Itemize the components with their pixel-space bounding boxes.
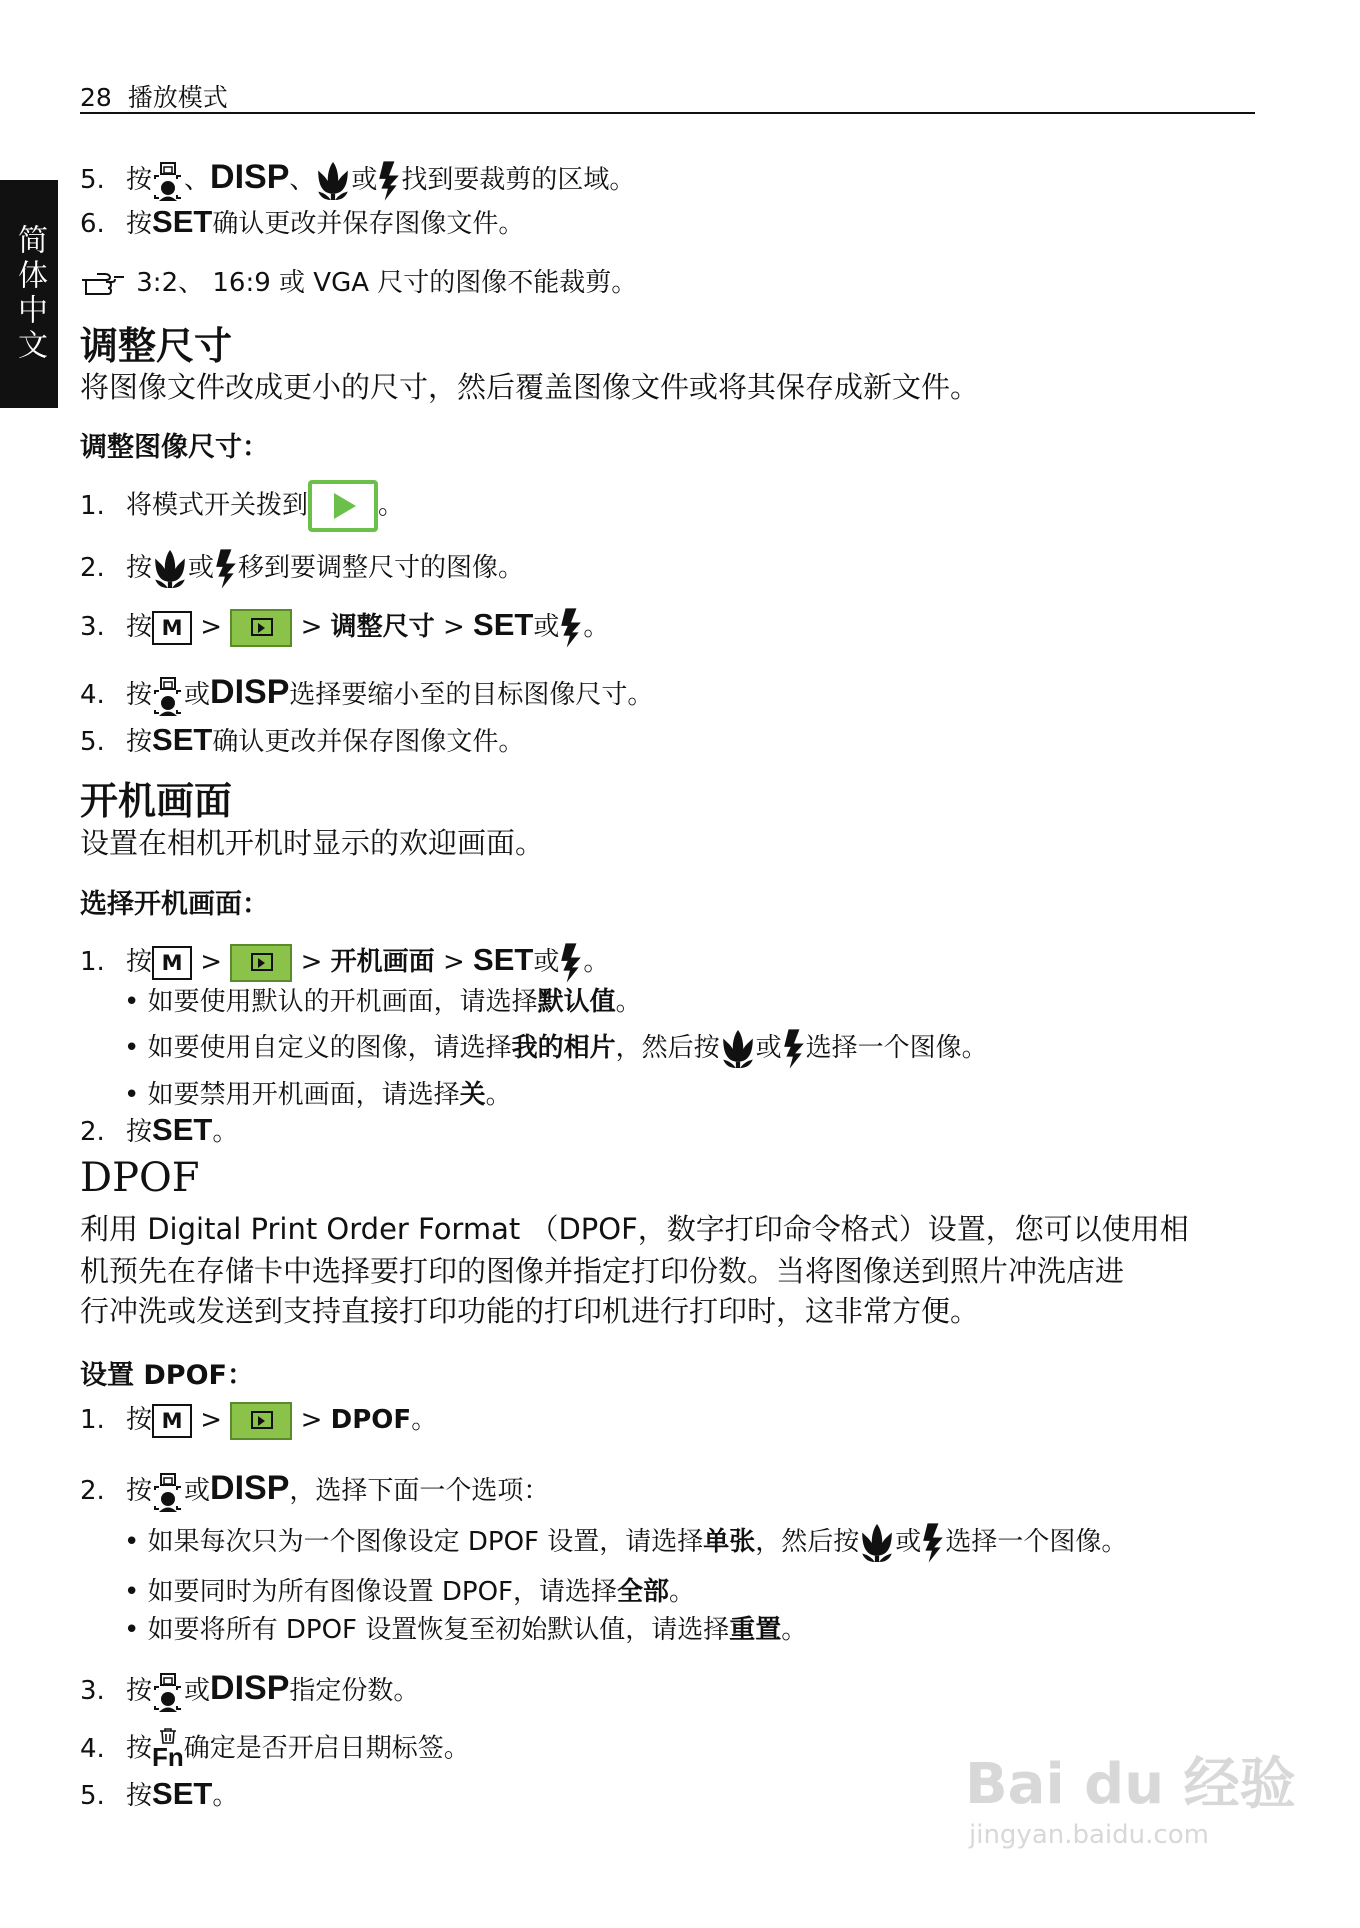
disp-key: DISP (210, 158, 290, 196)
menu-m-icon: M (152, 946, 192, 980)
flash-icon (559, 608, 583, 648)
step-5-crop: 5. 按 、DISP、 或 找到要裁剪的区域。 (80, 157, 635, 201)
note (80, 263, 637, 303)
face-detect-icon (152, 1672, 184, 1712)
macro-tulip-icon (720, 1030, 756, 1068)
watermark-url: jingyan.baidu.com (969, 1820, 1209, 1850)
dpof-step-2: 2. 按 或DISP，选择下面一个选项： (80, 1468, 549, 1512)
disp-key: DISP (210, 673, 290, 711)
dpof-step-1: 1. 按 M > > DPOF。 (80, 1400, 437, 1440)
playback-icon (230, 944, 292, 982)
resize-step-2: 2. 按 或 移到要调整尺寸的图像。 (80, 548, 524, 589)
menu-m-icon: M (152, 1404, 192, 1438)
fn-key: Fn (152, 1742, 184, 1772)
resize-step-1: 1. 将模式开关拨到 。 (80, 480, 404, 532)
watermark-main: Bai du 经验 (965, 1752, 1296, 1817)
playback-icon (230, 609, 292, 647)
resize-subtitle: 调整图像尺寸： (80, 432, 269, 463)
section-title-dpof: DPOF (80, 1155, 200, 1201)
playback-mode-icon (308, 480, 378, 532)
startup-bullet-off: • 如要禁用开机画面，请选择关。 (124, 1080, 512, 1110)
startup-bullet-custom: • 如要使用自定义的图像，请选择我的相片，然后按 或 选择一个图像。 (124, 1028, 988, 1069)
menu-item-resize: 调整尺寸 (330, 612, 435, 642)
flash-icon (921, 1523, 945, 1563)
page-number: 28 (80, 83, 112, 112)
startup-step-2: 2. 按SET。 (80, 1112, 239, 1147)
set-key: SET (152, 1112, 213, 1147)
set-key: SET (473, 942, 534, 977)
side-tab-label: 简体中文 (12, 224, 47, 364)
menu-item-dpof: DPOF (330, 1405, 412, 1435)
dpof-bullet-single: • 如果每次只为一个图像设定 DPOF 设置，请选择单张，然后按 或 选择一个图像。 (124, 1522, 1127, 1563)
dpof-step-4: 4. 按 Fn确定是否开启日期标签。 (80, 1728, 470, 1770)
disp-key: DISP (210, 1469, 290, 1507)
macro-tulip-icon (315, 162, 351, 200)
face-detect-icon (152, 676, 184, 716)
set-key: SET (152, 1776, 213, 1811)
startup-subtitle: 选择开机画面： (80, 889, 269, 920)
startup-bullet-default: • 如要使用默认的开机画面，请选择默认值。 (124, 987, 642, 1017)
resize-step-5: 5. 按SET确认更改并保存图像文件。 (80, 722, 525, 757)
flash-icon (559, 943, 583, 983)
flash-icon (377, 161, 401, 201)
page-header (80, 78, 228, 114)
section-title-startup: 开机画面 (80, 779, 233, 823)
pointing-hand-icon (80, 270, 128, 298)
step-6-confirm: 6. 按SET确认更改并保存图像文件。 (80, 204, 525, 239)
dpof-para-line-3: 行冲洗或发送到支持直接打印功能的打印机进行打印时，这非常方便。 (80, 1294, 980, 1328)
dpof-step-3: 3. 按 或DISP指定份数。 (80, 1668, 419, 1712)
trash-fn-icon (152, 1728, 184, 1770)
dpof-para-line-2: 机预先在存储卡中选择要打印的图像并指定打印份数。当将图像送到照片冲洗店进 (80, 1254, 1125, 1288)
flash-icon (214, 549, 238, 589)
set-key: SET (152, 722, 213, 757)
dpof-subtitle: 设置 DPOF： (80, 1360, 254, 1391)
macro-tulip-icon (859, 1524, 895, 1562)
flash-icon (782, 1029, 806, 1069)
resize-step-3: 3. 按 M > > 调整尺寸 > SET或 。 (80, 605, 609, 648)
dpof-bullet-reset: • 如要将所有 DPOF 设置恢复至初始默认值，请选择重置。 (124, 1615, 808, 1645)
resize-description: 将图像文件改成更小的尺寸，然后覆盖图像文件或将其保存成新文件。 (80, 370, 980, 404)
dpof-para-line-1: 利用 Digital Print Order Format （DPOF，数字打印命令格式）设置，您可以使用相 (80, 1212, 1189, 1246)
disp-key: DISP (210, 1669, 290, 1707)
macro-tulip-icon (152, 550, 188, 588)
startup-description: 设置在相机开机时显示的欢迎画面。 (80, 826, 545, 860)
language-side-tab (0, 180, 58, 408)
startup-step-1: 1. 按 M > > 开机画面 > SET或 。 (80, 940, 609, 983)
baidu-watermark (965, 1740, 1296, 1850)
dpof-step-5: 5. 按SET。 (80, 1776, 239, 1811)
header-rule (80, 112, 1255, 114)
dpof-bullet-all: • 如要同时为所有图像设置 DPOF，请选择全部。 (124, 1577, 696, 1607)
playback-icon (230, 1402, 292, 1440)
section-title-resize: 调整尺寸 (80, 324, 233, 368)
menu-item-startup: 开机画面 (330, 947, 435, 977)
note-text: 3:2、 16:9 或 VGA 尺寸的图像不能裁剪。 (136, 268, 638, 298)
menu-m-icon: M (152, 611, 192, 645)
header-title: 播放模式 (127, 83, 228, 112)
face-detect-icon (152, 1472, 184, 1512)
set-key: SET (152, 204, 213, 239)
resize-step-4: 4. 按 或DISP选择要缩小至的目标图像尺寸。 (80, 672, 653, 716)
face-detect-icon (152, 161, 184, 201)
set-key: SET (473, 607, 534, 642)
